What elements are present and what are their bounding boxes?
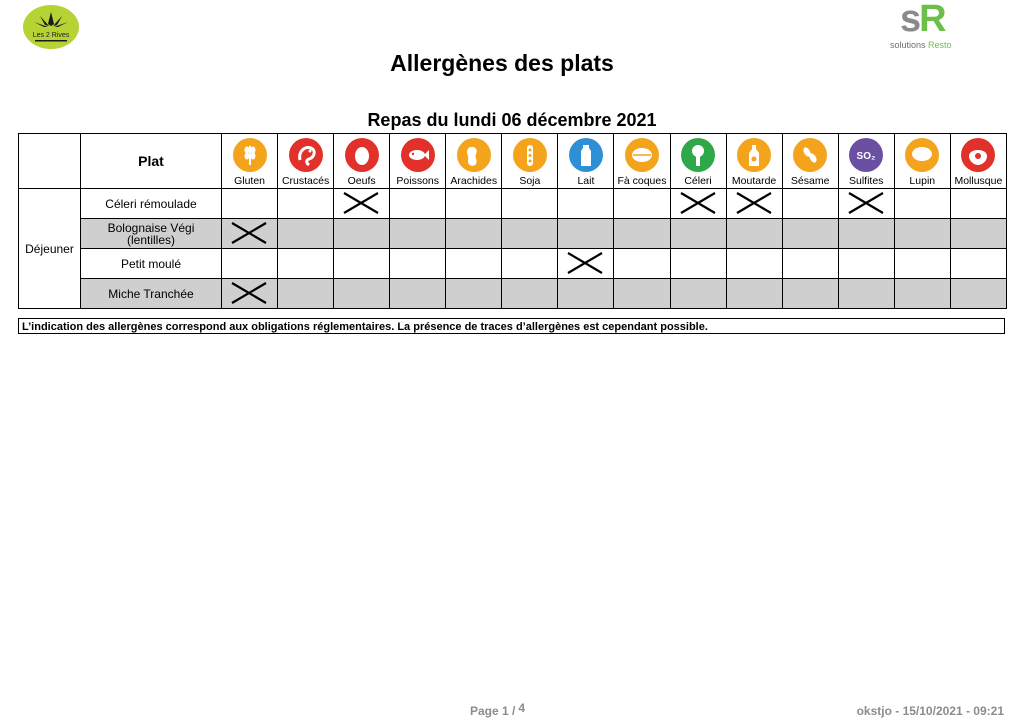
allergen-present-mark [230, 221, 268, 245]
dish-name: Bolognaise Végi (lentilles) [81, 219, 222, 249]
allergen-label: Lait [577, 175, 595, 187]
allergen-cell [278, 279, 334, 309]
allergen-cell [950, 249, 1006, 279]
allergen-cell [390, 249, 446, 279]
allergen-label: Céleri [684, 175, 712, 187]
nut-icon [625, 138, 659, 172]
allergen-cell [334, 279, 390, 309]
allergen-header-1 [278, 134, 334, 189]
allergen-cell [334, 219, 390, 249]
allergen-cell [558, 249, 614, 279]
allergen-cell [502, 249, 558, 279]
soy-icon [513, 138, 547, 172]
allergen-header-8 [670, 134, 726, 189]
allergen-cell [726, 249, 782, 279]
allergen-cell [334, 189, 390, 219]
meal-label: Déjeuner [19, 189, 81, 309]
allergen-cell [726, 279, 782, 309]
allergen-cell [950, 279, 1006, 309]
allergen-label: Sulfites [849, 175, 884, 187]
allergen-cell [222, 249, 278, 279]
allergen-cell [502, 219, 558, 249]
milk-icon [569, 138, 603, 172]
allergen-cell [446, 249, 502, 279]
lupin-icon [905, 138, 939, 172]
allergen-label: Moutarde [731, 175, 777, 187]
dish-name: Petit moulé [81, 249, 222, 279]
allergen-present-mark [342, 191, 380, 215]
allergen-cell [782, 219, 838, 249]
allergen-cell [782, 249, 838, 279]
allergen-present-mark [566, 251, 604, 275]
egg-icon [345, 138, 379, 172]
allergen-cell [782, 279, 838, 309]
allergen-label: Crustacés [281, 175, 330, 187]
solutions-resto-logo: sR solutions Resto [890, 0, 952, 50]
allergen-present-mark [735, 191, 773, 215]
page-indicator: Page 1 / 4 [470, 701, 526, 718]
peanut-icon [457, 138, 491, 172]
allergen-cell [838, 189, 894, 219]
meal-date-subtitle: Repas du lundi 06 décembre 2021 [367, 110, 657, 130]
allergen-label: Arachides [450, 175, 498, 187]
celery-icon [681, 138, 715, 172]
allergen-cell [278, 189, 334, 219]
allergen-cell [950, 189, 1006, 219]
allergen-cell [838, 279, 894, 309]
print-stamp: okstjo - 15/10/2021 - 09:21 [856, 704, 1004, 718]
allergen-cell [334, 249, 390, 279]
allergen-cell [222, 279, 278, 309]
allergen-cell [614, 219, 670, 249]
dish-name: Miche Tranchée [81, 279, 222, 309]
shrimp-icon [289, 138, 323, 172]
wheat-icon [233, 138, 267, 172]
allergen-cell [614, 249, 670, 279]
table-header-row [19, 134, 1007, 189]
allergen-header-4 [446, 134, 502, 189]
allergen-disclaimer: L’indication des allergènes correspond aux obligations réglementaires. La présence de traces d’allergènes est cependant possible. [18, 318, 1005, 334]
allergen-cell [558, 279, 614, 309]
allergen-cell [614, 279, 670, 309]
allergen-header-7 [614, 134, 670, 189]
allergen-header-5 [502, 134, 558, 189]
fish-icon [401, 138, 435, 172]
allergen-cell [726, 189, 782, 219]
allergen-present-mark [847, 191, 885, 215]
allergen-cell [894, 219, 950, 249]
allergen-header-3 [390, 134, 446, 189]
allergen-cell [502, 189, 558, 219]
table-row [19, 279, 1007, 309]
page-title: Allergènes des plats [390, 50, 614, 76]
logo-left-text: Les 2 Rives [32, 32, 70, 39]
mustard-icon [737, 138, 771, 172]
allergen-cell [670, 219, 726, 249]
allergen-present-mark [230, 281, 268, 305]
table-row [19, 249, 1007, 279]
allergen-cell [390, 219, 446, 249]
allergen-cell [390, 279, 446, 309]
allergen-cell [390, 189, 446, 219]
allergen-label: Mollusque [954, 175, 1003, 187]
dish-name: Céleri rémoulade [81, 189, 222, 219]
allergen-cell [894, 249, 950, 279]
allergen-cell [670, 249, 726, 279]
allergen-label: Fà coques [617, 175, 667, 187]
allergen-cell [278, 249, 334, 279]
allergen-cell [502, 279, 558, 309]
allergen-cell [782, 189, 838, 219]
allergen-cell [558, 189, 614, 219]
sesame-icon [793, 138, 827, 172]
allergen-cell [614, 189, 670, 219]
allergen-cell [950, 219, 1006, 249]
allergen-label: Gluten [234, 175, 265, 187]
meal-header-cell [19, 134, 81, 189]
allergen-cell [278, 219, 334, 249]
allergen-header-6 [558, 134, 614, 189]
plat-header: Plat [81, 134, 222, 189]
allergen-cell [894, 279, 950, 309]
allergen-label: Poissons [396, 175, 440, 187]
allergen-cell [222, 219, 278, 249]
allergen-cell [894, 189, 950, 219]
allergen-label: Lupin [909, 175, 936, 187]
allergen-table [18, 133, 1007, 309]
allergen-header-13 [950, 134, 1006, 189]
allergen-cell [838, 219, 894, 249]
allergen-cell [558, 219, 614, 249]
so2-icon [849, 138, 883, 172]
allergen-cell [838, 249, 894, 279]
allergen-cell [446, 279, 502, 309]
allergen-present-mark [679, 191, 717, 215]
allergen-label: Sésame [790, 175, 830, 187]
allergen-label: Soja [519, 175, 541, 187]
allergen-header-2 [334, 134, 390, 189]
allergen-header-0 [222, 134, 278, 189]
allergen-cell [670, 189, 726, 219]
allergen-header-10 [782, 134, 838, 189]
allergen-header-12 [894, 134, 950, 189]
allergen-cell [222, 189, 278, 219]
allergen-cell [446, 219, 502, 249]
allergen-label: Oeufs [347, 175, 376, 187]
allergen-cell [446, 189, 502, 219]
table-row [19, 219, 1007, 249]
les-2-rives-logo [22, 4, 80, 50]
mollusc-icon [961, 138, 995, 172]
allergen-header-11 [838, 134, 894, 189]
allergen-header-9 [726, 134, 782, 189]
allergen-cell [670, 279, 726, 309]
svg-text:SO₂: SO₂ [856, 151, 876, 162]
allergen-cell [726, 219, 782, 249]
table-row [19, 189, 1007, 219]
